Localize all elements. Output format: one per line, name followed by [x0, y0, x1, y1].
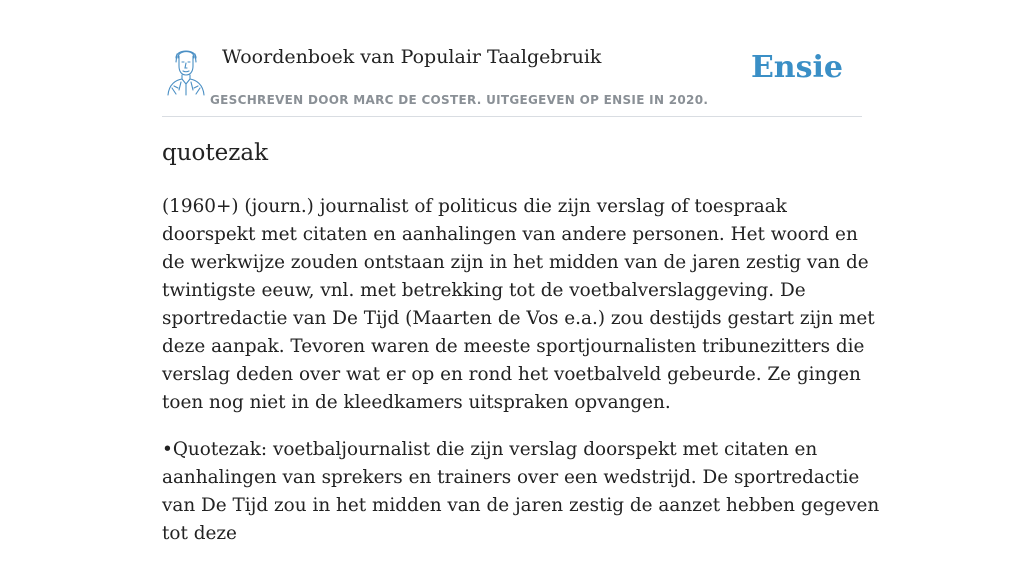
definition-paragraph: (1960+) (journ.) journalist of politicus die zijn verslag of toespraak doorspekt met citaten en aanhalingen van andere personen. Het woord en de werkwijze zouden ontstaan zijn in het midden van de jaren zestig van de twintigste eeuw, vnl. met betrekking tot de voetbalverslaggeving. De sportredactie van De Tijd (Maarten de Vos e.a.) zou destijds gestart zijn met deze aanpak. Tevoren waren de meeste sportjournalisten tribunezitters die verslag deden over wat er op en rond het voetbalveld gebeurde. Ze gingen toen nog niet in de kleedkamers uitspraken opvangen.	[162, 196, 875, 413]
author-portrait-icon[interactable]	[164, 46, 208, 96]
dictionary-header	[162, 40, 862, 117]
definition-paragraph: •Quotezak: voetbaljournalist die zijn verslag doorspekt met citaten en aanhalingen van sprekers en trainers over een wedstrijd. De sportredactie van De Tijd zou in het midden van de jaren zestig de aanzet hebben gegeven tot deze	[162, 439, 880, 544]
entry-headword: quotezak	[162, 140, 269, 166]
ensie-logo[interactable]: Ensie	[750, 50, 843, 85]
entry-definition	[162, 193, 882, 567]
author-byline: GESCHREVEN DOOR MARC DE COSTER. UITGEGEVEN OP ENSIE IN 2020.	[210, 93, 709, 107]
dictionary-title[interactable]: Woordenboek van Populair Taalgebruik	[222, 46, 602, 68]
